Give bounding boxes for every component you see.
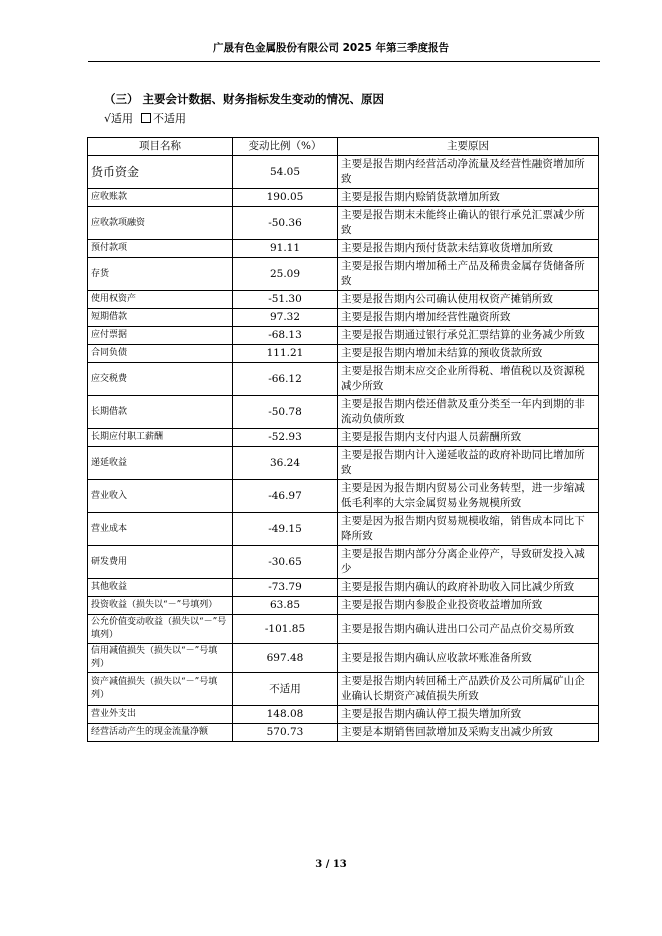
reason-cell: 主要是报告期内增加经营性融资所致 — [338, 309, 599, 327]
change-ratio-cell: -50.78 — [233, 396, 338, 429]
change-ratio-cell: 25.09 — [233, 258, 338, 291]
header-item-name: 项目名称 — [88, 138, 233, 156]
change-ratio-cell: -52.93 — [233, 429, 338, 447]
table-row — [88, 724, 599, 742]
table-body — [88, 156, 599, 742]
reason-cell: 主要是报告期内确认的政府补助收入同比减少所致 — [338, 579, 599, 597]
item-name-cell: 营业外支出 — [88, 706, 233, 724]
table-row — [88, 673, 599, 706]
change-ratio-cell: 148.08 — [233, 706, 338, 724]
reason-cell: 主要是报告期内公司确认使用权资产摊销所致 — [338, 291, 599, 309]
checkmark-icon: √ — [104, 112, 112, 125]
table-row — [88, 309, 599, 327]
change-ratio-cell: 190.05 — [233, 189, 338, 207]
header-divider — [88, 61, 600, 62]
section-title: （三） 主要会计数据、财务指标发生变动的情况、原因 — [104, 92, 385, 106]
item-name-cell: 存货 — [88, 258, 233, 291]
item-name-cell: 资产减值损失（损失以“－”号填列） — [88, 673, 233, 706]
page-number: 3 / 13 — [315, 859, 347, 870]
applicable-label: 适用 — [111, 112, 134, 125]
item-name-cell: 其他收益 — [88, 579, 233, 597]
table-row — [88, 706, 599, 724]
table-row — [88, 644, 599, 673]
reason-cell: 主要是本期销售回款增加及采购支出减少所致 — [338, 724, 599, 742]
table-row — [88, 396, 599, 429]
reason-cell: 主要是报告期内计入递延收益的政府补助同比增加所致 — [338, 447, 599, 480]
item-name-cell: 投资收益（损失以“－”号填列） — [88, 597, 233, 615]
item-name-cell: 应付票据 — [88, 327, 233, 345]
reason-cell: 主要是报告期内偿还借款及重分类至一年内到期的非流动负债所致 — [338, 396, 599, 429]
change-ratio-cell: 不适用 — [233, 673, 338, 706]
item-name-cell: 预付款项 — [88, 240, 233, 258]
table-row — [88, 363, 599, 396]
table-row — [88, 579, 599, 597]
table-row — [88, 429, 599, 447]
change-ratio-cell: -68.13 — [233, 327, 338, 345]
table-row — [88, 291, 599, 309]
item-name-cell: 应收账款 — [88, 189, 233, 207]
change-table — [87, 137, 599, 742]
table-row — [88, 447, 599, 480]
reason-cell: 主要是因为报告期内贸易公司业务转型，进一步缩减低毛利率的大宗金属贸易业务规模所致 — [338, 480, 599, 513]
change-ratio-cell: 63.85 — [233, 597, 338, 615]
change-ratio-cell: 91.11 — [233, 240, 338, 258]
item-name-cell: 长期借款 — [88, 396, 233, 429]
change-ratio-cell: -73.79 — [233, 579, 338, 597]
item-name-cell: 使用权资产 — [88, 291, 233, 309]
reason-cell: 主要是报告期末应交企业所得税、增值税以及资源税减少所致 — [338, 363, 599, 396]
change-ratio-cell: 54.05 — [233, 156, 338, 189]
reason-cell: 主要是报告期内增加稀土产品及稀贵金属存货储备所致 — [338, 258, 599, 291]
item-name-cell: 应收款项融资 — [88, 207, 233, 240]
reason-cell: 主要是报告期内预付货款未结算收货增加所致 — [338, 240, 599, 258]
reason-cell: 主要是报告期内确认应收款坏账准备所致 — [338, 644, 599, 673]
table-row — [88, 327, 599, 345]
item-name-cell: 营业成本 — [88, 513, 233, 546]
change-ratio-cell: -66.12 — [233, 363, 338, 396]
table-row — [88, 615, 599, 644]
change-ratio-cell: 36.24 — [233, 447, 338, 480]
reason-cell: 主要是因为报告期内贸易规模收缩，销售成本同比下降所致 — [338, 513, 599, 546]
table-row — [88, 207, 599, 240]
reason-cell: 主要是报告期内增加未结算的预收货款所致 — [338, 345, 599, 363]
item-name-cell: 应交税费 — [88, 363, 233, 396]
table-row — [88, 597, 599, 615]
item-name-cell: 公允价值变动收益（损失以“－”号填列） — [88, 615, 233, 644]
item-name-cell: 合同负债 — [88, 345, 233, 363]
header-main-reason: 主要原因 — [338, 138, 599, 156]
change-ratio-cell: -101.85 — [233, 615, 338, 644]
table-row — [88, 189, 599, 207]
change-ratio-cell: -49.15 — [233, 513, 338, 546]
change-ratio-cell: -51.30 — [233, 291, 338, 309]
item-name-cell: 信用减值损失（损失以“－”号填列） — [88, 644, 233, 673]
item-name-cell: 研发费用 — [88, 546, 233, 579]
item-name-cell: 货币资金 — [88, 156, 233, 189]
not-applicable-label: 不适用 — [153, 112, 187, 125]
reason-cell: 主要是报告期内确认进出口公司产品点价交易所致 — [338, 615, 599, 644]
applicability-options — [104, 110, 186, 126]
table-row — [88, 240, 599, 258]
item-name-cell: 短期借款 — [88, 309, 233, 327]
report-header: 广晟有色金属股份有限公司 2025 年第三季度报告 — [212, 42, 450, 54]
table-row — [88, 258, 599, 291]
item-name-cell: 递延收益 — [88, 447, 233, 480]
reason-cell: 主要是报告期内确认停工损失增加所致 — [338, 706, 599, 724]
change-ratio-cell: 697.48 — [233, 644, 338, 673]
change-ratio-cell: 570.73 — [233, 724, 338, 742]
change-ratio-cell: 97.32 — [233, 309, 338, 327]
reason-cell: 主要是报告期内参股企业投资收益增加所致 — [338, 597, 599, 615]
empty-checkbox-icon — [141, 113, 151, 123]
table-row — [88, 156, 599, 189]
reason-cell: 主要是报告期通过银行承兑汇票结算的业务减少所致 — [338, 327, 599, 345]
table-header-row — [88, 138, 599, 156]
reason-cell: 主要是报告期内经营活动净流量及经营性融资增加所致 — [338, 156, 599, 189]
item-name-cell: 长期应付职工薪酬 — [88, 429, 233, 447]
reason-cell: 主要是报告期内部分分离企业停产，导致研发投入减少 — [338, 546, 599, 579]
reason-cell: 主要是报告期内赊销货款增加所致 — [338, 189, 599, 207]
reason-cell: 主要是报告期内转回稀土产品跌价及公司所属矿山企业确认长期资产减值损失所致 — [338, 673, 599, 706]
change-ratio-cell: -46.97 — [233, 480, 338, 513]
table-row — [88, 546, 599, 579]
header-change-ratio: 变动比例（%） — [233, 138, 338, 156]
reason-cell: 主要是报告期内支付内退人员薪酬所致 — [338, 429, 599, 447]
item-name-cell: 营业收入 — [88, 480, 233, 513]
change-ratio-cell: 111.21 — [233, 345, 338, 363]
reason-cell: 主要是报告期末未能终止确认的银行承兑汇票减少所致 — [338, 207, 599, 240]
change-ratio-cell: -50.36 — [233, 207, 338, 240]
table-row — [88, 345, 599, 363]
item-name-cell: 经营活动产生的现金流量净额 — [88, 724, 233, 742]
change-ratio-cell: -30.65 — [233, 546, 338, 579]
table-row — [88, 480, 599, 513]
table-row — [88, 513, 599, 546]
